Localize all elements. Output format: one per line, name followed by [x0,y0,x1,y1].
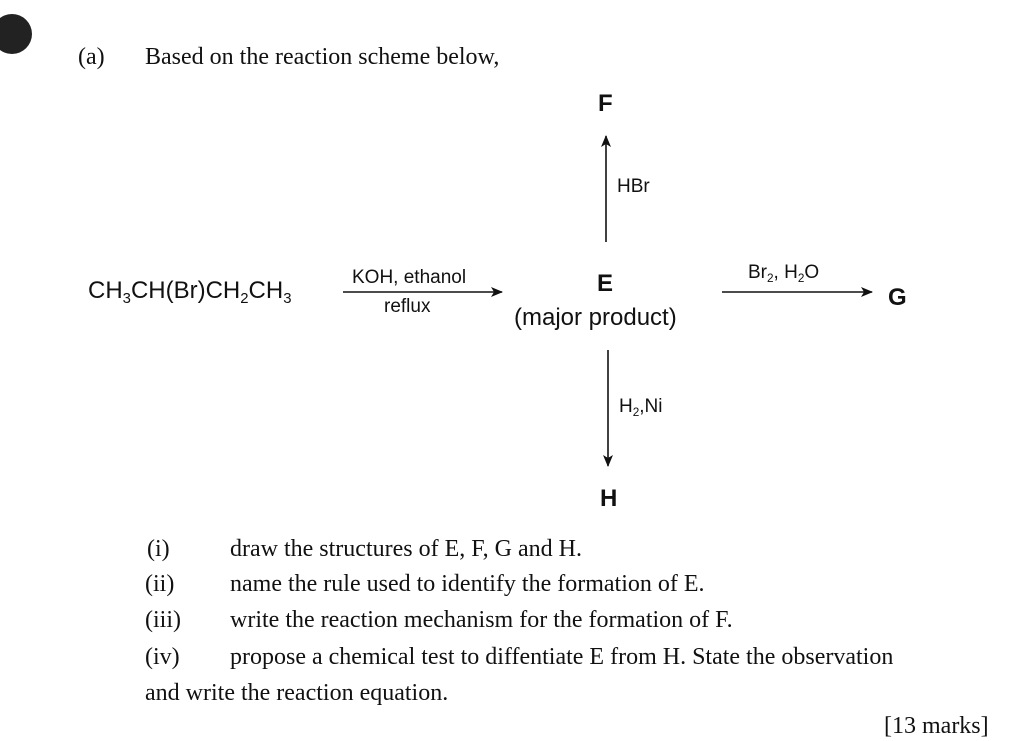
task-text-iv: propose a chemical test to diffentiate E from H. State the observation [230,644,894,670]
task-num-ii: (ii) [145,571,175,597]
marks-label: [13 marks] [884,713,989,739]
reagent-koh-ethanol: KOH, ethanol [352,267,467,288]
task-text-i: draw the structures of E, F, G and H. [230,536,582,562]
task-text-ii: name the rule used to identify the formation of E. [230,571,705,597]
reactant-formula: $CH_3CH(Br)CH_2CH_3$ [88,277,292,308]
condition-reflux: reflux [384,296,431,317]
compound-g: G [888,284,907,311]
compound-e: E [597,270,614,297]
question-intro: Based on the reaction scheme below, [145,44,500,70]
task-num-iii: (iii) [145,607,181,633]
compound-h: H [600,485,618,512]
reagent-h2-ni: $H_2,Ni$ [619,396,663,420]
task-num-iv: (iv) [145,644,180,670]
task-continuation: and write the reaction equation. [145,680,449,706]
task-text-iii: write the reaction mechanism for the formation of F. [230,607,733,633]
task-num-i: (i) [147,536,170,562]
reagent-hbr: HBr [617,176,650,197]
part-label: (a) [78,44,105,70]
reagent-br2-h2o: $Br_2$, $H_2O$ [748,262,820,286]
major-product-note: (major product) [514,304,677,331]
compound-f: F [598,90,613,117]
